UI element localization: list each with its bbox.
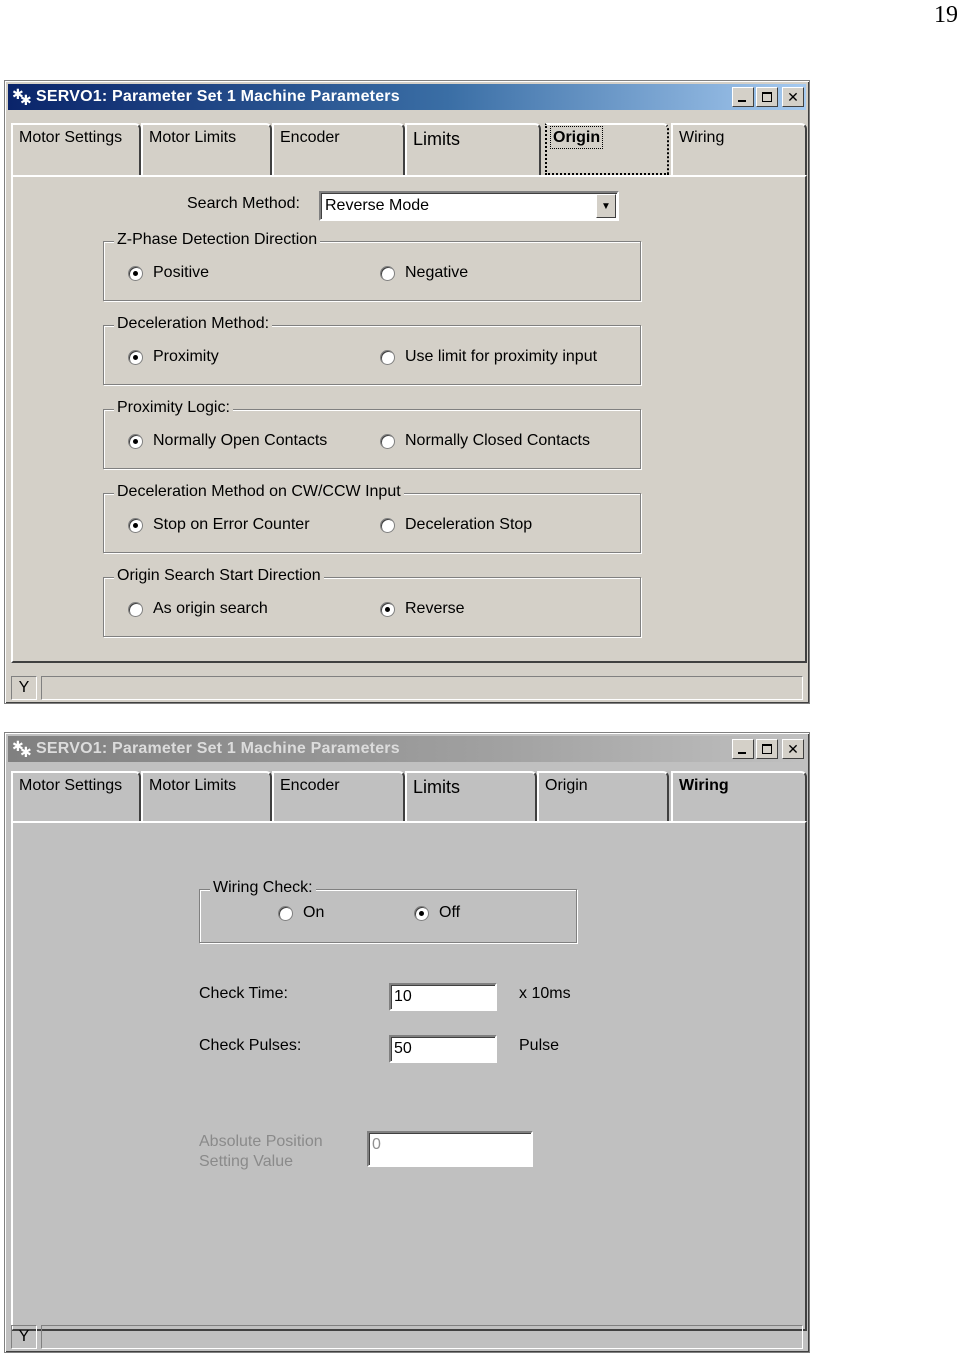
title-bar[interactable] [8, 84, 806, 110]
radio-selected-icon [380, 602, 395, 617]
cw-ccw-deceleration-group [103, 483, 641, 553]
maximize-button[interactable] [756, 739, 778, 759]
radio-selected-icon [128, 350, 143, 365]
tab-limits[interactable]: Limits [405, 123, 541, 175]
absolute-position-label-line2: Setting Value [199, 1153, 293, 1170]
normally-open-radio[interactable]: Normally Open Contacts [128, 432, 327, 450]
wiring-check-group [199, 879, 577, 943]
check-time-unit: x 10ms [519, 985, 571, 1002]
radio-selected-icon [128, 266, 143, 281]
origin-panel [11, 175, 807, 663]
tab-strip [11, 123, 807, 175]
tab-motor-limits[interactable]: Motor Limits [141, 123, 272, 175]
radio-unselected-icon [380, 518, 395, 533]
radio-unselected-icon [380, 266, 395, 281]
window-title: SERVO1: Parameter Set 1 Machine Parameters [36, 740, 400, 757]
window-title: SERVO1: Parameter Set 1 Machine Parameters [36, 88, 400, 105]
wiring-check-off-radio[interactable]: Off [414, 904, 460, 922]
tab-wiring[interactable]: Wiring [671, 771, 807, 823]
origin-search-direction-title: Origin Search Start Direction [114, 567, 324, 585]
app-icon: ✱ ✱ [12, 738, 32, 760]
tab-encoder[interactable]: Encoder [272, 771, 405, 823]
tab-encoder[interactable]: Encoder [272, 123, 405, 175]
absolute-position-label-line1: Absolute Position [199, 1133, 323, 1150]
status-bar [11, 675, 803, 701]
proximity-radio[interactable]: Proximity [128, 348, 219, 366]
z-phase-title: Z-Phase Detection Direction [114, 231, 320, 249]
search-method-label: Search Method: [187, 195, 300, 212]
deceleration-method-title: Deceleration Method: [114, 315, 272, 333]
as-origin-search-radio[interactable]: As origin search [128, 600, 268, 618]
z-phase-group [103, 231, 641, 301]
dropdown-arrow-icon[interactable]: ▼ [596, 194, 616, 218]
status-cell-message [41, 676, 803, 700]
tab-origin[interactable]: Origin [545, 123, 669, 175]
app-icon: ✱ ✱ [12, 86, 32, 108]
check-pulses-label: Check Pulses: [199, 1037, 302, 1054]
tab-motor-settings[interactable]: Motor Settings [11, 123, 141, 175]
radio-unselected-icon [380, 434, 395, 449]
title-bar[interactable] [8, 736, 806, 762]
tab-limits[interactable]: Limits [405, 771, 537, 823]
wiring-window [4, 732, 810, 1353]
page-number: 19 [934, 2, 958, 28]
radio-unselected-icon [380, 350, 395, 365]
radio-selected-icon [128, 434, 143, 449]
radio-unselected-icon [278, 906, 293, 921]
maximize-button[interactable] [756, 87, 778, 107]
close-button[interactable]: ✕ [782, 739, 804, 759]
check-time-label: Check Time: [199, 985, 288, 1002]
proximity-logic-group [103, 399, 641, 469]
cw-ccw-deceleration-title: Deceleration Method on CW/CCW Input [114, 483, 404, 501]
close-button[interactable]: ✕ [782, 87, 804, 107]
radio-unselected-icon [128, 602, 143, 617]
deceleration-method-group [103, 315, 641, 385]
wiring-panel [11, 821, 807, 1331]
tab-wiring[interactable]: Wiring [671, 123, 807, 175]
deceleration-stop-radio[interactable]: Deceleration Stop [380, 516, 532, 534]
minimize-button[interactable] [732, 87, 754, 107]
status-cell-y: Y [11, 676, 37, 700]
normally-closed-radio[interactable]: Normally Closed Contacts [380, 432, 590, 450]
reverse-radio[interactable]: Reverse [380, 600, 465, 618]
status-bar [11, 1324, 803, 1350]
search-method-select[interactable] [319, 191, 619, 221]
tab-motor-limits[interactable]: Motor Limits [141, 771, 272, 823]
wiring-check-on-radio[interactable]: On [278, 904, 324, 922]
check-pulses-unit: Pulse [519, 1037, 560, 1054]
tab-origin[interactable]: Origin [537, 771, 669, 823]
status-cell-y: Y [11, 1325, 37, 1349]
tab-strip [11, 771, 807, 823]
origin-search-direction-group [103, 567, 641, 637]
stop-on-error-counter-radio[interactable]: Stop on Error Counter [128, 516, 310, 534]
wiring-check-title: Wiring Check: [210, 879, 316, 897]
use-limit-radio[interactable]: Use limit for proximity input [380, 348, 597, 366]
status-cell-message [41, 1325, 803, 1349]
tab-motor-settings[interactable]: Motor Settings [11, 771, 141, 823]
origin-window [4, 80, 810, 704]
proximity-logic-title: Proximity Logic: [114, 399, 233, 417]
radio-selected-icon [414, 906, 429, 921]
minimize-button[interactable] [732, 739, 754, 759]
search-method-value: Reverse Mode [325, 197, 430, 214]
radio-selected-icon [128, 518, 143, 533]
z-phase-positive-radio[interactable]: Positive [128, 264, 209, 282]
check-time-input[interactable]: 10 [389, 983, 497, 1011]
absolute-position-input: 0 [367, 1131, 533, 1167]
check-pulses-input[interactable]: 50 [389, 1035, 497, 1063]
z-phase-negative-radio[interactable]: Negative [380, 264, 468, 282]
